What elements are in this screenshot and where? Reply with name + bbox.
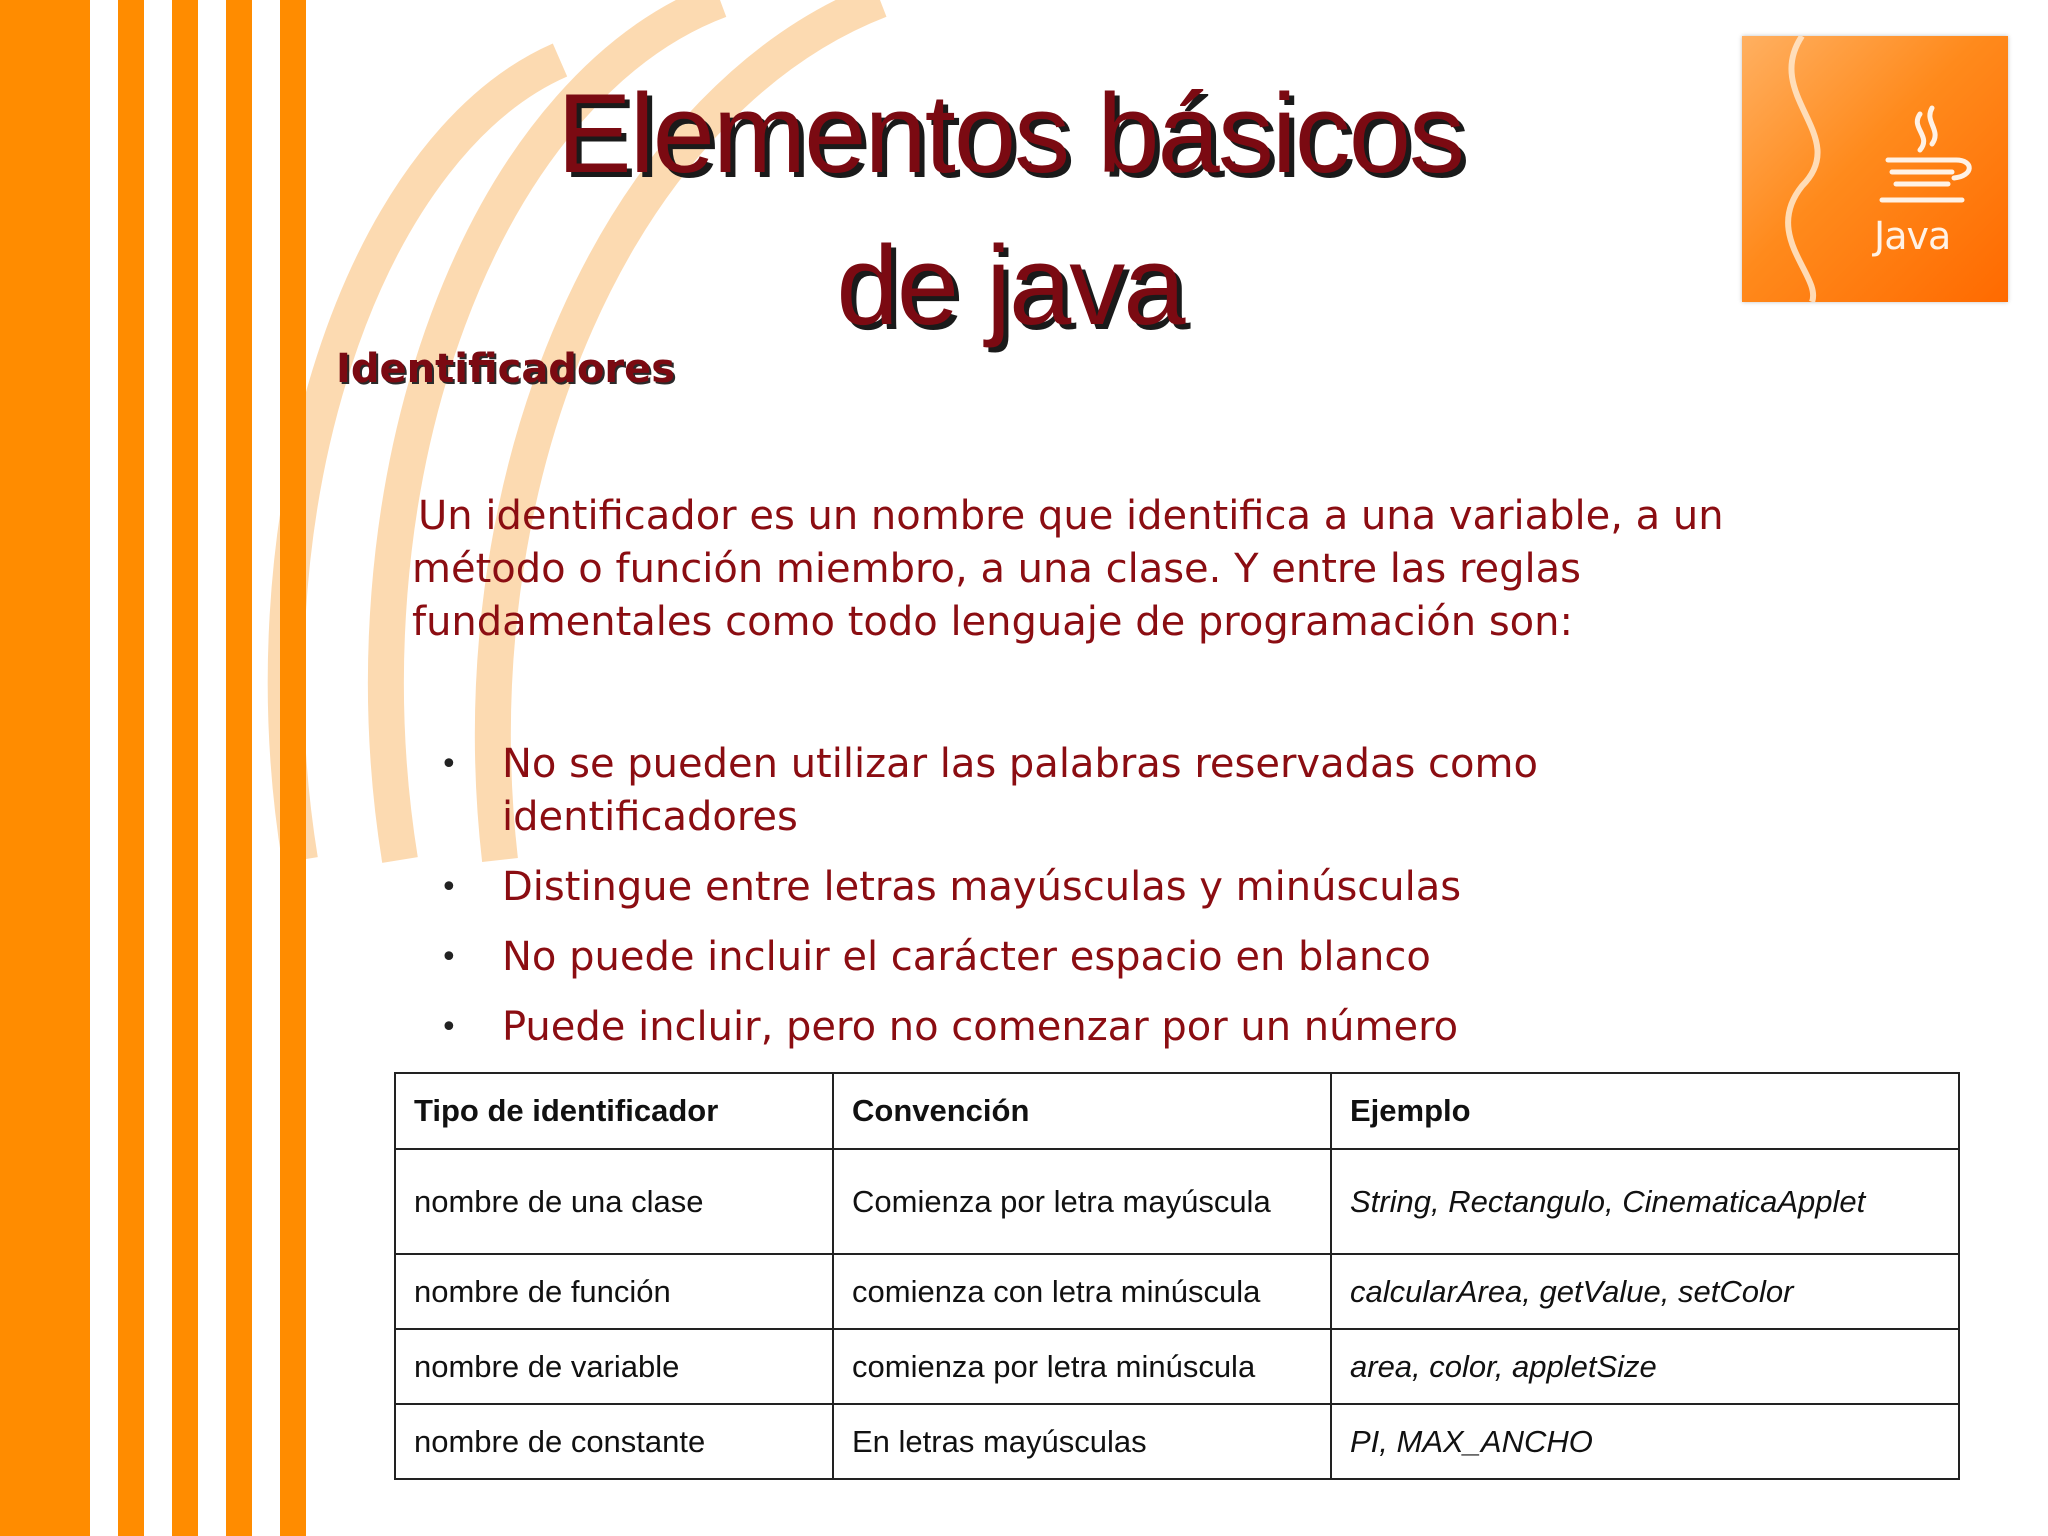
table-row: [395, 1149, 1959, 1254]
table-cell: nombre de constante: [395, 1404, 833, 1479]
slide-title-line1: Elementos básicos: [556, 71, 1464, 196]
table-cell: comienza por letra minúscula: [833, 1329, 1331, 1404]
background-stripes: [0, 0, 306, 1536]
java-logo: [1742, 36, 2008, 302]
bullet: •: [440, 747, 458, 782]
table-cell: comienza con letra minúscula: [833, 1254, 1331, 1329]
slide-title: [480, 58, 1540, 362]
slide-title-line2: de java: [836, 223, 1184, 348]
table-cell: calcularArea, getValue, setColor: [1331, 1254, 1959, 1329]
list-item: [440, 1001, 1740, 1054]
rule-text: Puede incluir, pero no comenzar por un número: [502, 1004, 1459, 1050]
table-header-row: [395, 1073, 1959, 1149]
table-cell: nombre de variable: [395, 1329, 833, 1404]
rule-text: Distingue entre letras mayúsculas y minúsculas: [502, 864, 1462, 910]
table-header-cell: Convención: [833, 1073, 1331, 1149]
table-row: [395, 1329, 1959, 1404]
intro-paragraph: Un identificador es un nombre que identifica a una variable, a un método o función miembro, a una clase. Y entre las reglas fundamentales como todo lenguaje de programación son:: [412, 493, 1724, 645]
rule-text: No puede incluir el carácter espacio en blanco: [502, 934, 1431, 980]
list-item: [440, 931, 1740, 984]
java-logo-text: Java: [1874, 214, 1951, 258]
rules-list: [440, 738, 1740, 1071]
table-row: [395, 1254, 1959, 1329]
table-row: [395, 1404, 1959, 1479]
table-cell: area, color, appletSize: [1331, 1329, 1959, 1404]
bullet: •: [440, 940, 458, 975]
section-heading: Identificadores: [336, 346, 676, 392]
bullet: •: [440, 1010, 458, 1045]
table-cell: nombre de función: [395, 1254, 833, 1329]
table-cell: Comienza por letra mayúscula: [833, 1149, 1331, 1254]
table-cell: En letras mayúsculas: [833, 1404, 1331, 1479]
identifier-conventions-table: [394, 1072, 1960, 1480]
java-coffee-cup-icon: [1882, 108, 1969, 200]
bullet: •: [440, 870, 458, 905]
list-item: [440, 861, 1740, 914]
table-cell: nombre de una clase: [395, 1149, 833, 1254]
table-cell: String, Rectangulo, CinematicaApplet: [1331, 1149, 1959, 1254]
rule-text: No se pueden utilizar las palabras reservadas como identificadores: [502, 741, 1538, 840]
list-item: [440, 738, 1740, 844]
table-cell: PI, MAX_ANCHO: [1331, 1404, 1959, 1479]
table-header-cell: Ejemplo: [1331, 1073, 1959, 1149]
table-header-cell: Tipo de identificador: [395, 1073, 833, 1149]
java-logo-graphic: [1742, 36, 2008, 302]
